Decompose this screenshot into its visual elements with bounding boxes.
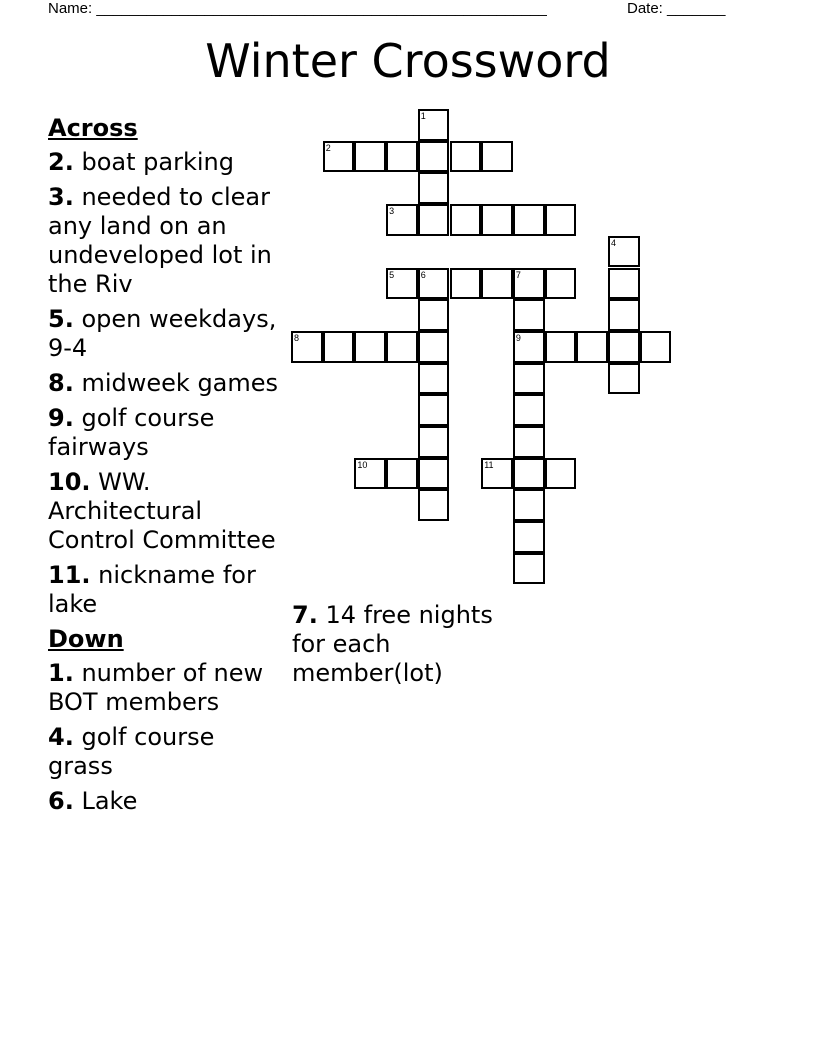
grid-cell[interactable]: [608, 299, 640, 331]
grid-cell[interactable]: [386, 458, 418, 490]
grid-cell[interactable]: [640, 331, 672, 363]
grid-cell[interactable]: [418, 426, 450, 458]
grid-cell[interactable]: [354, 458, 386, 490]
clue-across-11: 11. nickname for lake: [48, 561, 256, 618]
cell-number: 2: [325, 142, 331, 153]
grid-cell[interactable]: [513, 331, 545, 363]
cell-number: 6: [420, 269, 426, 280]
grid-cell[interactable]: [386, 331, 418, 363]
grid-cell[interactable]: [354, 331, 386, 363]
grid-cell[interactable]: [418, 299, 450, 331]
grid-cell[interactable]: [386, 141, 418, 173]
grid-cell[interactable]: [418, 204, 450, 236]
grid-cell[interactable]: [418, 268, 450, 300]
across-heading: Across: [48, 114, 138, 142]
grid-cell[interactable]: [513, 363, 545, 395]
grid-cell[interactable]: [513, 268, 545, 300]
grid-cell[interactable]: [354, 141, 386, 173]
grid-cell[interactable]: [418, 458, 450, 490]
grid-cell[interactable]: [481, 268, 513, 300]
cell-number: 4: [611, 237, 617, 248]
grid-cell[interactable]: [513, 394, 545, 426]
grid-cell[interactable]: [576, 331, 608, 363]
grid-cell[interactable]: [418, 141, 450, 173]
grid-cell[interactable]: [513, 426, 545, 458]
clue-down-4: 4. golf course grass: [48, 723, 215, 780]
cell-number: 3: [389, 206, 395, 217]
grid-cell[interactable]: [418, 172, 450, 204]
down-heading: Down: [48, 625, 124, 653]
grid-cell[interactable]: [450, 141, 482, 173]
grid-cell[interactable]: [513, 299, 545, 331]
date-line[interactable]: _______: [667, 0, 726, 17]
grid-cell[interactable]: [608, 363, 640, 395]
grid-cell[interactable]: [418, 363, 450, 395]
clues-left-column: [48, 114, 280, 822]
grid-cell[interactable]: [545, 268, 577, 300]
name-label: Name: ______________________________________________________: [48, 0, 547, 17]
grid-cell[interactable]: [450, 204, 482, 236]
grid-cell[interactable]: [386, 204, 418, 236]
grid-cell[interactable]: [545, 204, 577, 236]
grid-cell[interactable]: [291, 331, 323, 363]
grid-cell[interactable]: [481, 458, 513, 490]
cell-number: 1: [420, 111, 426, 121]
clues-right-column: [292, 601, 502, 694]
cell-number: 7: [515, 269, 521, 280]
clue-across-9: 9. golf course fairways: [48, 404, 215, 461]
grid-cell[interactable]: [323, 331, 355, 363]
grid-cell[interactable]: [418, 489, 450, 521]
grid-cell[interactable]: [481, 141, 513, 173]
cell-number: 10: [357, 459, 368, 470]
cell-number: 5: [389, 269, 395, 280]
grid-cell[interactable]: [513, 458, 545, 490]
cell-number: 9: [515, 332, 521, 343]
grid-cell[interactable]: [608, 236, 640, 268]
grid-cell[interactable]: [513, 553, 545, 585]
grid-cell[interactable]: [418, 331, 450, 363]
grid-cell[interactable]: [450, 268, 482, 300]
grid-cell[interactable]: [418, 109, 450, 141]
clue-down-6: 6. Lake: [48, 787, 138, 815]
clue-across-3: 3. needed to clear any land on an undeveloped lot in the Riv: [48, 183, 272, 298]
grid-cell[interactable]: [386, 268, 418, 300]
grid-cell[interactable]: [608, 331, 640, 363]
grid-cell[interactable]: [545, 331, 577, 363]
clue-across-2: 2. boat parking: [48, 148, 234, 176]
grid-cell[interactable]: [513, 204, 545, 236]
date-label: Date: _______: [627, 0, 726, 17]
clue-across-5: 5. open weekdays, 9-4: [48, 305, 277, 362]
clue-down-1: 1. number of new BOT members: [48, 659, 264, 716]
clue-across-8: 8. midweek games: [48, 369, 279, 397]
page-title: Winter Crossword: [205, 34, 611, 88]
grid-cell[interactable]: [513, 521, 545, 553]
clue-across-10: 10. WW. Architectural Control Committee: [48, 468, 276, 554]
grid-cell[interactable]: [323, 141, 355, 173]
grid-cell[interactable]: [513, 489, 545, 521]
grid-cell[interactable]: [608, 268, 640, 300]
grid-cell[interactable]: [418, 394, 450, 426]
clue-down-7: 7. 14 free nights for each member(lot): [292, 601, 493, 687]
grid-cell[interactable]: [545, 458, 577, 490]
cell-number: 8: [294, 332, 300, 343]
cell-number: 11: [484, 459, 494, 470]
grid-cell[interactable]: [481, 204, 513, 236]
name-line[interactable]: ______________________________________________________: [96, 0, 547, 17]
